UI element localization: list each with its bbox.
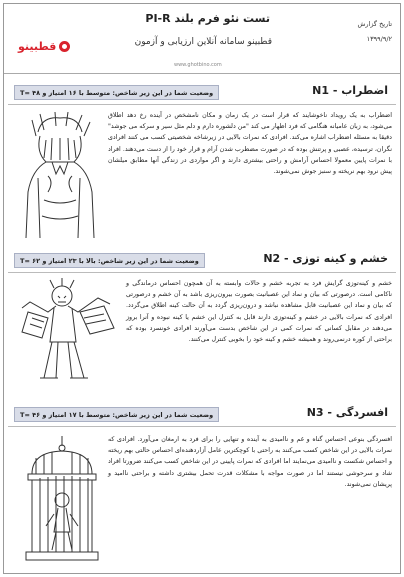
logo-text: قطبینو — [18, 40, 57, 53]
section-divider — [8, 104, 396, 105]
report-title: تست نئو فرم بلند PI-R — [145, 12, 270, 25]
section-header-n1 — [4, 82, 400, 104]
status-box-n1: وضعیت شما در این زیر شاخص: متوسط با ۱۶ امتیاز و ۴۸ =T — [14, 85, 219, 100]
section-header-n2 — [4, 250, 400, 272]
status-box-n3: وضعیت شما در این زیر شاخص: متوسط با ۱۷ امتیاز و ۴۶ =T — [14, 407, 219, 422]
section-divider — [8, 272, 396, 273]
caged-man-icon — [22, 434, 102, 564]
page-header — [4, 4, 400, 74]
section-text-n2: خشم و کینه‌توزی گرایش فرد به تجربه خشم و حالات وابسته به آن همچون احساس درماندگی و ناکامی است. درصورتی که بیان و نماد این عصبانیت بصورت بیرون‌ریزی باشد به آن خشم و درصورتی که بیان و نماد این عصبانیت قابل مشاهده نباشد و درون‌ریزی گردد به آن حالت کینه اطلاق می‌گردد. افرادی که نمرات بالایی در خشم و کینه‌توزی دارند قابل به کنترل این خشم یا کینه نبوده و آنرا بروز می‌دهند در مقابل کسانی که نمرات کمی در این شاخص بدست می‌آورند افرادی خونسرد بوده که براحتی از کوره درنمی‌روند و همیشه خشم و کینه خود را بخوبی کنترل می‌کنند. — [126, 280, 392, 344]
section-header-n3 — [4, 404, 400, 426]
report-subtitle: قطبینو سامانه آنلاین ارزیابی و آزمون — [134, 37, 272, 47]
section-text-n3: افسردگی بنوعی احساس گناه و غم و ناامیدی به آینده و تنهایی را برای فرد به ارمغان می‌آورد. افرادی که نمرات بالایی در این شاخص کسب می‌کنند به راحتی با کوچکترین عامل آزاردهنده‌ای احساس حالتی بهم ریخته و احساس شکست و ناامیدی می‌نمایند اما افرادی که نمرات پایینی در این شاخص کسب می‌کنند ضرورتا افراد شاد و سرحوشی نیستند اما در صورت مواجه با مشکلات قدرت تحمل بیشتری داشته و براحتی ناامید و پریشان نمی‌شوند. — [108, 436, 392, 488]
section-title-n3: افسردگی - N3 — [306, 406, 388, 419]
status-box-n2: وضعیت شما در این زیر شاخص: بالا با ۲۳ امتیاز و ۶۲ =T — [14, 253, 205, 268]
section-text-n1: اضطراب به یک رویداد ناخوشایند که قرار است در یک زمان و مکان نامشخص در آینده رخ دهد اطلاق می‌شود، به زبان عامیانه هنگامی که فرد اظهار می کند "من دلشوره دارم و دلم مثل سیر و سرکه می جوشد" دقیقا به مسئله اضطراب اشاره می‌کند. افرادی که نمرات بالایی در زیرشاخه شخصیتی کسب می کنند افرادی نگران، ترسیده، عصبی و پرتنش بوده که در صورت مضطرب شدن آرام و قرار خود را از دست می‌دهند. افراد با نمرات پایین معمولا احساس آرامش و راحتی بیشتری دارند و اگر مواردی در زندگی آنها مطابق میلشان پیش نرود بهم نریخته و سنبز جوش نمی‌شوند. — [108, 112, 392, 176]
section-title-n2: خشم و کینه توزی - N2 — [263, 252, 388, 265]
section-divider — [8, 426, 396, 427]
report-date-label: تاریخ گزارش — [357, 20, 392, 28]
report-page — [3, 3, 401, 574]
section-title-n1: اضطراب - N1 — [312, 84, 388, 97]
logo-circle-icon — [59, 41, 70, 52]
ghotbino-logo — [18, 40, 70, 53]
stressed-man-icon — [18, 112, 102, 240]
report-date-value: ۱۳۹۹/۹/۲ — [366, 35, 392, 43]
angry-man-icon — [18, 278, 118, 382]
website-url: www.ghotbino.com — [174, 62, 222, 68]
